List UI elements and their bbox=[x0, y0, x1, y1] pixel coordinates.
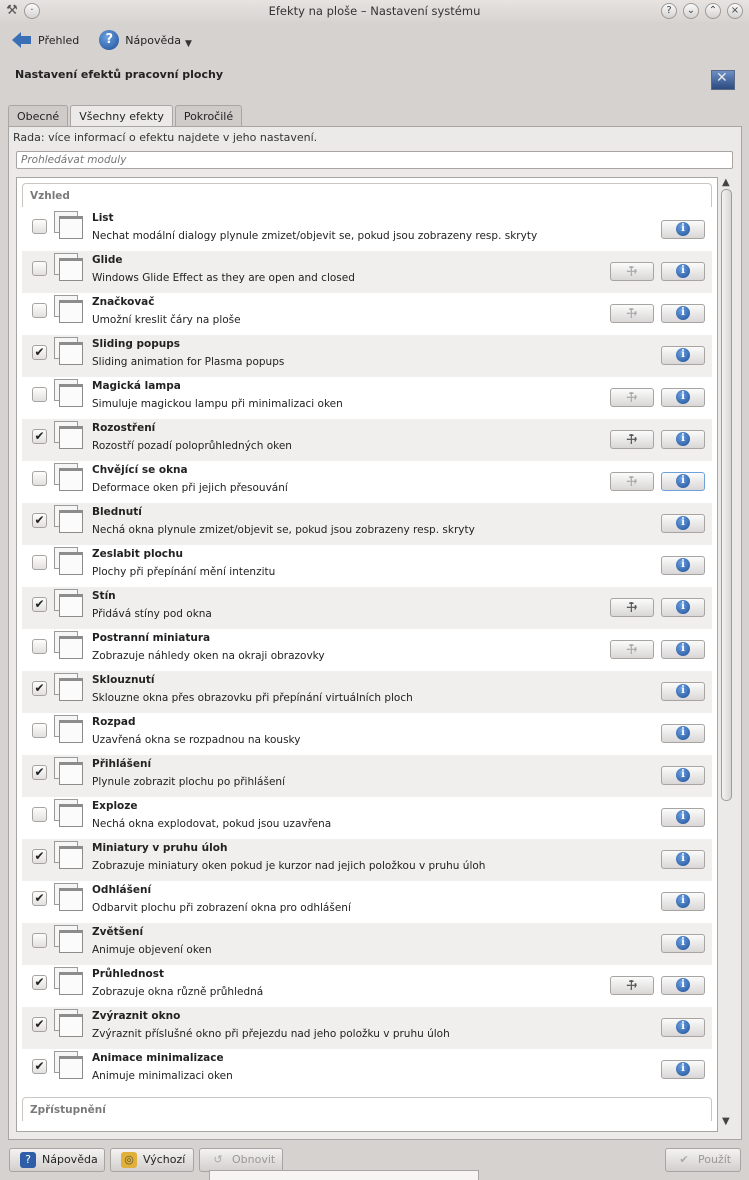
info-button[interactable] bbox=[661, 640, 705, 659]
effect-name: Sklouznutí bbox=[92, 674, 155, 686]
info-icon: i bbox=[676, 978, 690, 992]
configure-button[interactable] bbox=[610, 262, 654, 281]
effect-window-icon bbox=[54, 967, 84, 997]
info-button[interactable] bbox=[661, 220, 705, 239]
info-icon: i bbox=[676, 936, 690, 950]
effect-row[interactable] bbox=[22, 671, 712, 713]
effect-name: Zvětšení bbox=[92, 926, 144, 938]
effect-checkbox[interactable] bbox=[32, 639, 47, 654]
category-label: Zpřístupnění bbox=[30, 1104, 106, 1116]
effect-description: Nechá okna plynule zmizet/objevit se, pokud jsou zobrazeny resp. skryty bbox=[92, 524, 475, 536]
apply-button[interactable] bbox=[665, 1148, 741, 1172]
defaults-button-label: Výchozí bbox=[143, 1153, 186, 1166]
hint-text: Rada: více informací o efektu najdete v jeho nastavení. bbox=[13, 131, 318, 144]
effect-description: Animuje minimalizaci oken bbox=[92, 1070, 233, 1082]
effect-name: Rozpad bbox=[92, 716, 136, 728]
wrench-icon: ⚒ bbox=[622, 388, 641, 406]
effect-row[interactable] bbox=[22, 251, 712, 293]
effect-row[interactable] bbox=[22, 713, 712, 755]
configure-button[interactable] bbox=[610, 430, 654, 449]
effect-row[interactable] bbox=[22, 545, 712, 587]
effect-description: Windows Glide Effect as they are open and closed bbox=[92, 272, 355, 284]
effect-name: Odhlášení bbox=[92, 884, 152, 896]
effect-window-icon bbox=[54, 211, 84, 241]
window-controls bbox=[661, 3, 743, 19]
info-button[interactable] bbox=[661, 1018, 705, 1037]
configure-button[interactable] bbox=[610, 598, 654, 617]
effect-description: Zvýraznit příslušné okno při přejezdu nad jeho položku v pruhu úloh bbox=[92, 1028, 450, 1040]
info-icon: i bbox=[676, 726, 690, 740]
effect-checkbox[interactable] bbox=[32, 303, 47, 318]
effect-window-icon bbox=[54, 547, 84, 577]
effect-checkbox[interactable]: ✔ bbox=[32, 891, 47, 906]
info-button[interactable] bbox=[661, 598, 705, 617]
effect-window-icon bbox=[54, 505, 84, 535]
configure-button[interactable] bbox=[610, 976, 654, 995]
effect-window-icon bbox=[54, 841, 84, 871]
configure-button[interactable] bbox=[610, 640, 654, 659]
configure-button[interactable] bbox=[610, 304, 654, 323]
effect-checkbox[interactable]: ✔ bbox=[32, 597, 47, 612]
effect-window-icon bbox=[54, 883, 84, 913]
effect-row[interactable] bbox=[22, 293, 712, 335]
effect-name: List bbox=[92, 212, 114, 224]
wrench-icon: ⚒ bbox=[622, 976, 641, 994]
context-help-button[interactable]: ? bbox=[661, 3, 677, 19]
defaults-icon: ◎ bbox=[121, 1152, 137, 1168]
minimize-button[interactable]: ⌄ bbox=[683, 3, 699, 19]
wrench-icon: ⚒ bbox=[622, 304, 641, 322]
reset-icon: ↺ bbox=[213, 1153, 223, 1166]
info-button[interactable] bbox=[661, 850, 705, 869]
category-label: Vzhled bbox=[30, 190, 70, 202]
effect-description: Přidává stíny pod okna bbox=[92, 608, 212, 620]
effect-description: Zobrazuje náhledy oken na okraji obrazovky bbox=[92, 650, 325, 662]
effect-window-icon bbox=[54, 715, 84, 745]
effect-row[interactable] bbox=[22, 419, 712, 461]
effect-window-icon bbox=[54, 757, 84, 787]
effect-name: Postranní miniatura bbox=[92, 632, 211, 644]
info-icon: i bbox=[676, 894, 690, 908]
configure-button[interactable] bbox=[610, 472, 654, 491]
info-button[interactable] bbox=[661, 556, 705, 575]
configure-button[interactable] bbox=[610, 388, 654, 407]
effect-checkbox[interactable]: ✔ bbox=[32, 975, 47, 990]
effect-row[interactable] bbox=[22, 923, 712, 965]
scrollbar[interactable] bbox=[719, 177, 735, 1132]
effect-window-icon bbox=[54, 295, 84, 325]
effect-checkbox[interactable]: ✔ bbox=[32, 429, 47, 444]
effect-window-icon bbox=[54, 463, 84, 493]
effect-description: Umožní kreslit čáry na ploše bbox=[92, 314, 241, 326]
effect-checkbox[interactable]: ✔ bbox=[32, 1017, 47, 1032]
info-icon: i bbox=[676, 264, 690, 278]
back-overview-label: Přehled bbox=[38, 33, 80, 47]
effect-window-icon bbox=[54, 1051, 84, 1081]
effect-checkbox[interactable]: ✔ bbox=[32, 345, 47, 360]
info-button[interactable] bbox=[661, 976, 705, 995]
effect-row[interactable] bbox=[22, 755, 712, 797]
effect-row[interactable] bbox=[22, 1049, 712, 1091]
effect-row[interactable] bbox=[22, 1007, 712, 1049]
effect-row[interactable] bbox=[22, 377, 712, 419]
desktop-effects-icon bbox=[711, 70, 735, 90]
tab-bar bbox=[8, 105, 244, 127]
effect-window-icon bbox=[54, 589, 84, 619]
info-icon: i bbox=[676, 432, 690, 446]
effect-row[interactable] bbox=[22, 335, 712, 377]
info-icon: i bbox=[676, 642, 690, 656]
back-arrow-icon bbox=[12, 31, 32, 49]
effect-name: Přihlášení bbox=[92, 758, 152, 770]
effect-window-icon bbox=[54, 799, 84, 829]
back-overview-button[interactable] bbox=[6, 29, 85, 51]
effect-row[interactable] bbox=[22, 839, 712, 881]
effect-description: Odbarvit plochu při zobrazení okna pro odhlášení bbox=[92, 902, 351, 914]
wrench-icon: ⚒ bbox=[622, 598, 641, 616]
tab-all-effects[interactable]: Všechny efekty bbox=[70, 105, 173, 128]
effect-checkbox[interactable]: ✔ bbox=[32, 765, 47, 780]
effect-name: Glide bbox=[92, 254, 123, 266]
page-title: Nastavení efektů pracovní plochy bbox=[15, 68, 223, 81]
effect-name: Sliding popups bbox=[92, 338, 181, 350]
effect-row[interactable] bbox=[22, 965, 712, 1007]
info-button[interactable] bbox=[661, 346, 705, 365]
info-icon: i bbox=[676, 222, 690, 236]
info-button[interactable] bbox=[661, 934, 705, 953]
effect-description: Zobrazuje miniatury oken pokud je kurzor nad jejich položkou v pruhu úloh bbox=[92, 860, 486, 872]
reset-button-label: Obnovit bbox=[232, 1153, 276, 1166]
info-icon: i bbox=[676, 474, 690, 488]
info-icon: i bbox=[676, 600, 690, 614]
effect-name: Magická lampa bbox=[92, 380, 181, 392]
chevron-down-icon: ▼ bbox=[184, 39, 192, 49]
info-icon: i bbox=[676, 558, 690, 572]
wrench-icon: ⚒ bbox=[622, 262, 641, 280]
info-icon: i bbox=[676, 306, 690, 320]
effect-description: Nechat modální dialogy plynule zmizet/objevit se, pokud jsou zobrazeny resp. skryty bbox=[92, 230, 538, 242]
help-icon: ? bbox=[99, 30, 119, 50]
effect-window-icon bbox=[54, 421, 84, 451]
effect-description: Plochy při přepínání mění intenzitu bbox=[92, 566, 276, 578]
effect-name: Zeslabit plochu bbox=[92, 548, 183, 560]
effect-checkbox[interactable] bbox=[32, 555, 47, 570]
effect-description: Rozostří pozadí poloprůhledných oken bbox=[92, 440, 292, 452]
info-button[interactable] bbox=[661, 1060, 705, 1079]
effect-row[interactable] bbox=[22, 797, 712, 839]
category-header bbox=[22, 183, 712, 207]
effect-window-icon bbox=[54, 673, 84, 703]
help-menu-button[interactable] bbox=[93, 28, 198, 52]
close-button[interactable]: × bbox=[727, 3, 743, 19]
effect-checkbox[interactable]: ✔ bbox=[32, 849, 47, 864]
defaults-button[interactable] bbox=[110, 1148, 194, 1172]
effect-description: Sliding animation for Plasma popups bbox=[92, 356, 285, 368]
effect-checkbox[interactable]: ✔ bbox=[32, 681, 47, 696]
effect-checkbox[interactable] bbox=[32, 261, 47, 276]
window-title: Efekty na ploše – Nastavení systému bbox=[268, 4, 481, 18]
search-input[interactable] bbox=[16, 151, 733, 169]
tab-general[interactable]: Obecné bbox=[8, 105, 68, 127]
scroll-down-arrow-icon[interactable]: ▼ bbox=[722, 1116, 730, 1127]
effect-description: Animuje objevení oken bbox=[92, 944, 212, 956]
checkmark-icon: ✔ bbox=[679, 1153, 689, 1166]
effect-window-icon bbox=[54, 631, 84, 661]
effect-checkbox[interactable] bbox=[32, 387, 47, 402]
effect-description: Plynule zobrazit plochu po přihlášení bbox=[92, 776, 285, 788]
info-icon: i bbox=[676, 684, 690, 698]
info-icon: i bbox=[676, 810, 690, 824]
effect-name: Miniatury v pruhu úloh bbox=[92, 842, 228, 854]
effect-checkbox[interactable] bbox=[32, 723, 47, 738]
wrench-icon: ⚒ bbox=[622, 640, 641, 658]
scrollbar-thumb[interactable] bbox=[721, 189, 732, 801]
category-header bbox=[22, 1097, 712, 1121]
effect-name: Zvýraznit okno bbox=[92, 1010, 181, 1022]
effect-checkbox[interactable]: ✔ bbox=[32, 513, 47, 528]
info-icon: i bbox=[676, 390, 690, 404]
info-button[interactable] bbox=[661, 808, 705, 827]
info-icon: i bbox=[676, 1020, 690, 1034]
info-button[interactable] bbox=[661, 724, 705, 743]
wrench-icon: ⚒ bbox=[622, 430, 641, 448]
info-button[interactable] bbox=[661, 304, 705, 323]
info-button[interactable] bbox=[661, 766, 705, 785]
effect-description: Zobrazuje okna různě průhledná bbox=[92, 986, 264, 998]
effect-checkbox[interactable]: ✔ bbox=[32, 1059, 47, 1074]
info-icon: i bbox=[676, 768, 690, 782]
wrench-icon: ⚒ bbox=[622, 472, 641, 490]
effect-checkbox[interactable] bbox=[32, 471, 47, 486]
tooltip-popup bbox=[209, 1170, 479, 1180]
info-icon: i bbox=[676, 852, 690, 866]
info-button[interactable] bbox=[661, 388, 705, 407]
effect-row[interactable] bbox=[22, 503, 712, 545]
effect-name: Chvějící se okna bbox=[92, 464, 188, 476]
tab-advanced[interactable]: Pokročilé bbox=[175, 105, 242, 127]
scroll-up-arrow-icon[interactable]: ▲ bbox=[722, 177, 730, 188]
effect-row[interactable] bbox=[22, 461, 712, 503]
info-button[interactable] bbox=[661, 892, 705, 911]
toolbar bbox=[0, 24, 749, 56]
apply-button-label: Použít bbox=[698, 1153, 732, 1166]
info-button[interactable] bbox=[661, 472, 705, 491]
effect-row[interactable] bbox=[22, 209, 712, 251]
effect-row[interactable] bbox=[22, 881, 712, 923]
help-book-icon: ? bbox=[20, 1152, 36, 1168]
effect-description: Simuluje magickou lampu při minimalizaci oken bbox=[92, 398, 343, 410]
effect-name: Rozostření bbox=[92, 422, 156, 434]
effect-name: Značkovač bbox=[92, 296, 155, 308]
effect-checkbox[interactable] bbox=[32, 219, 47, 234]
effect-name: Stín bbox=[92, 590, 116, 602]
info-icon: i bbox=[676, 1062, 690, 1076]
effect-row[interactable] bbox=[22, 587, 712, 629]
effect-description: Sklouzne okna přes obrazovku při přepínání virtuálních ploch bbox=[92, 692, 413, 704]
effect-window-icon bbox=[54, 337, 84, 367]
reset-button[interactable] bbox=[199, 1148, 283, 1172]
effect-checkbox[interactable] bbox=[32, 807, 47, 822]
effect-checkbox[interactable] bbox=[32, 933, 47, 948]
effects-list[interactable] bbox=[16, 177, 718, 1132]
effect-window-icon bbox=[54, 925, 84, 955]
effect-description: Uzavřená okna se rozpadnou na kousky bbox=[92, 734, 301, 746]
effect-window-icon bbox=[54, 1009, 84, 1039]
tools-icon[interactable]: ⚒ bbox=[6, 3, 18, 18]
info-icon: i bbox=[676, 348, 690, 362]
effect-name: Blednutí bbox=[92, 506, 142, 518]
effect-row[interactable] bbox=[22, 629, 712, 671]
effect-window-icon bbox=[54, 253, 84, 283]
info-button[interactable] bbox=[661, 262, 705, 281]
effect-name: Animace minimalizace bbox=[92, 1052, 224, 1064]
help-menu-label: Nápověda bbox=[125, 33, 181, 47]
effect-name: Exploze bbox=[92, 800, 138, 812]
info-icon: i bbox=[676, 516, 690, 530]
info-button[interactable] bbox=[661, 682, 705, 701]
info-button[interactable] bbox=[661, 430, 705, 449]
maximize-button[interactable]: ⌃ bbox=[705, 3, 721, 19]
effect-description: Deformace oken při jejich přesouvání bbox=[92, 482, 288, 494]
help-button[interactable] bbox=[9, 1148, 105, 1172]
effect-description: Nechá okna explodovat, pokud jsou uzavřena bbox=[92, 818, 332, 830]
help-button-label: Nápověda bbox=[42, 1153, 98, 1166]
window-menu-button[interactable]: · bbox=[24, 3, 40, 19]
effect-window-icon bbox=[54, 379, 84, 409]
effect-name: Průhlednost bbox=[92, 968, 165, 980]
info-button[interactable] bbox=[661, 514, 705, 533]
title-bar[interactable] bbox=[0, 0, 749, 22]
